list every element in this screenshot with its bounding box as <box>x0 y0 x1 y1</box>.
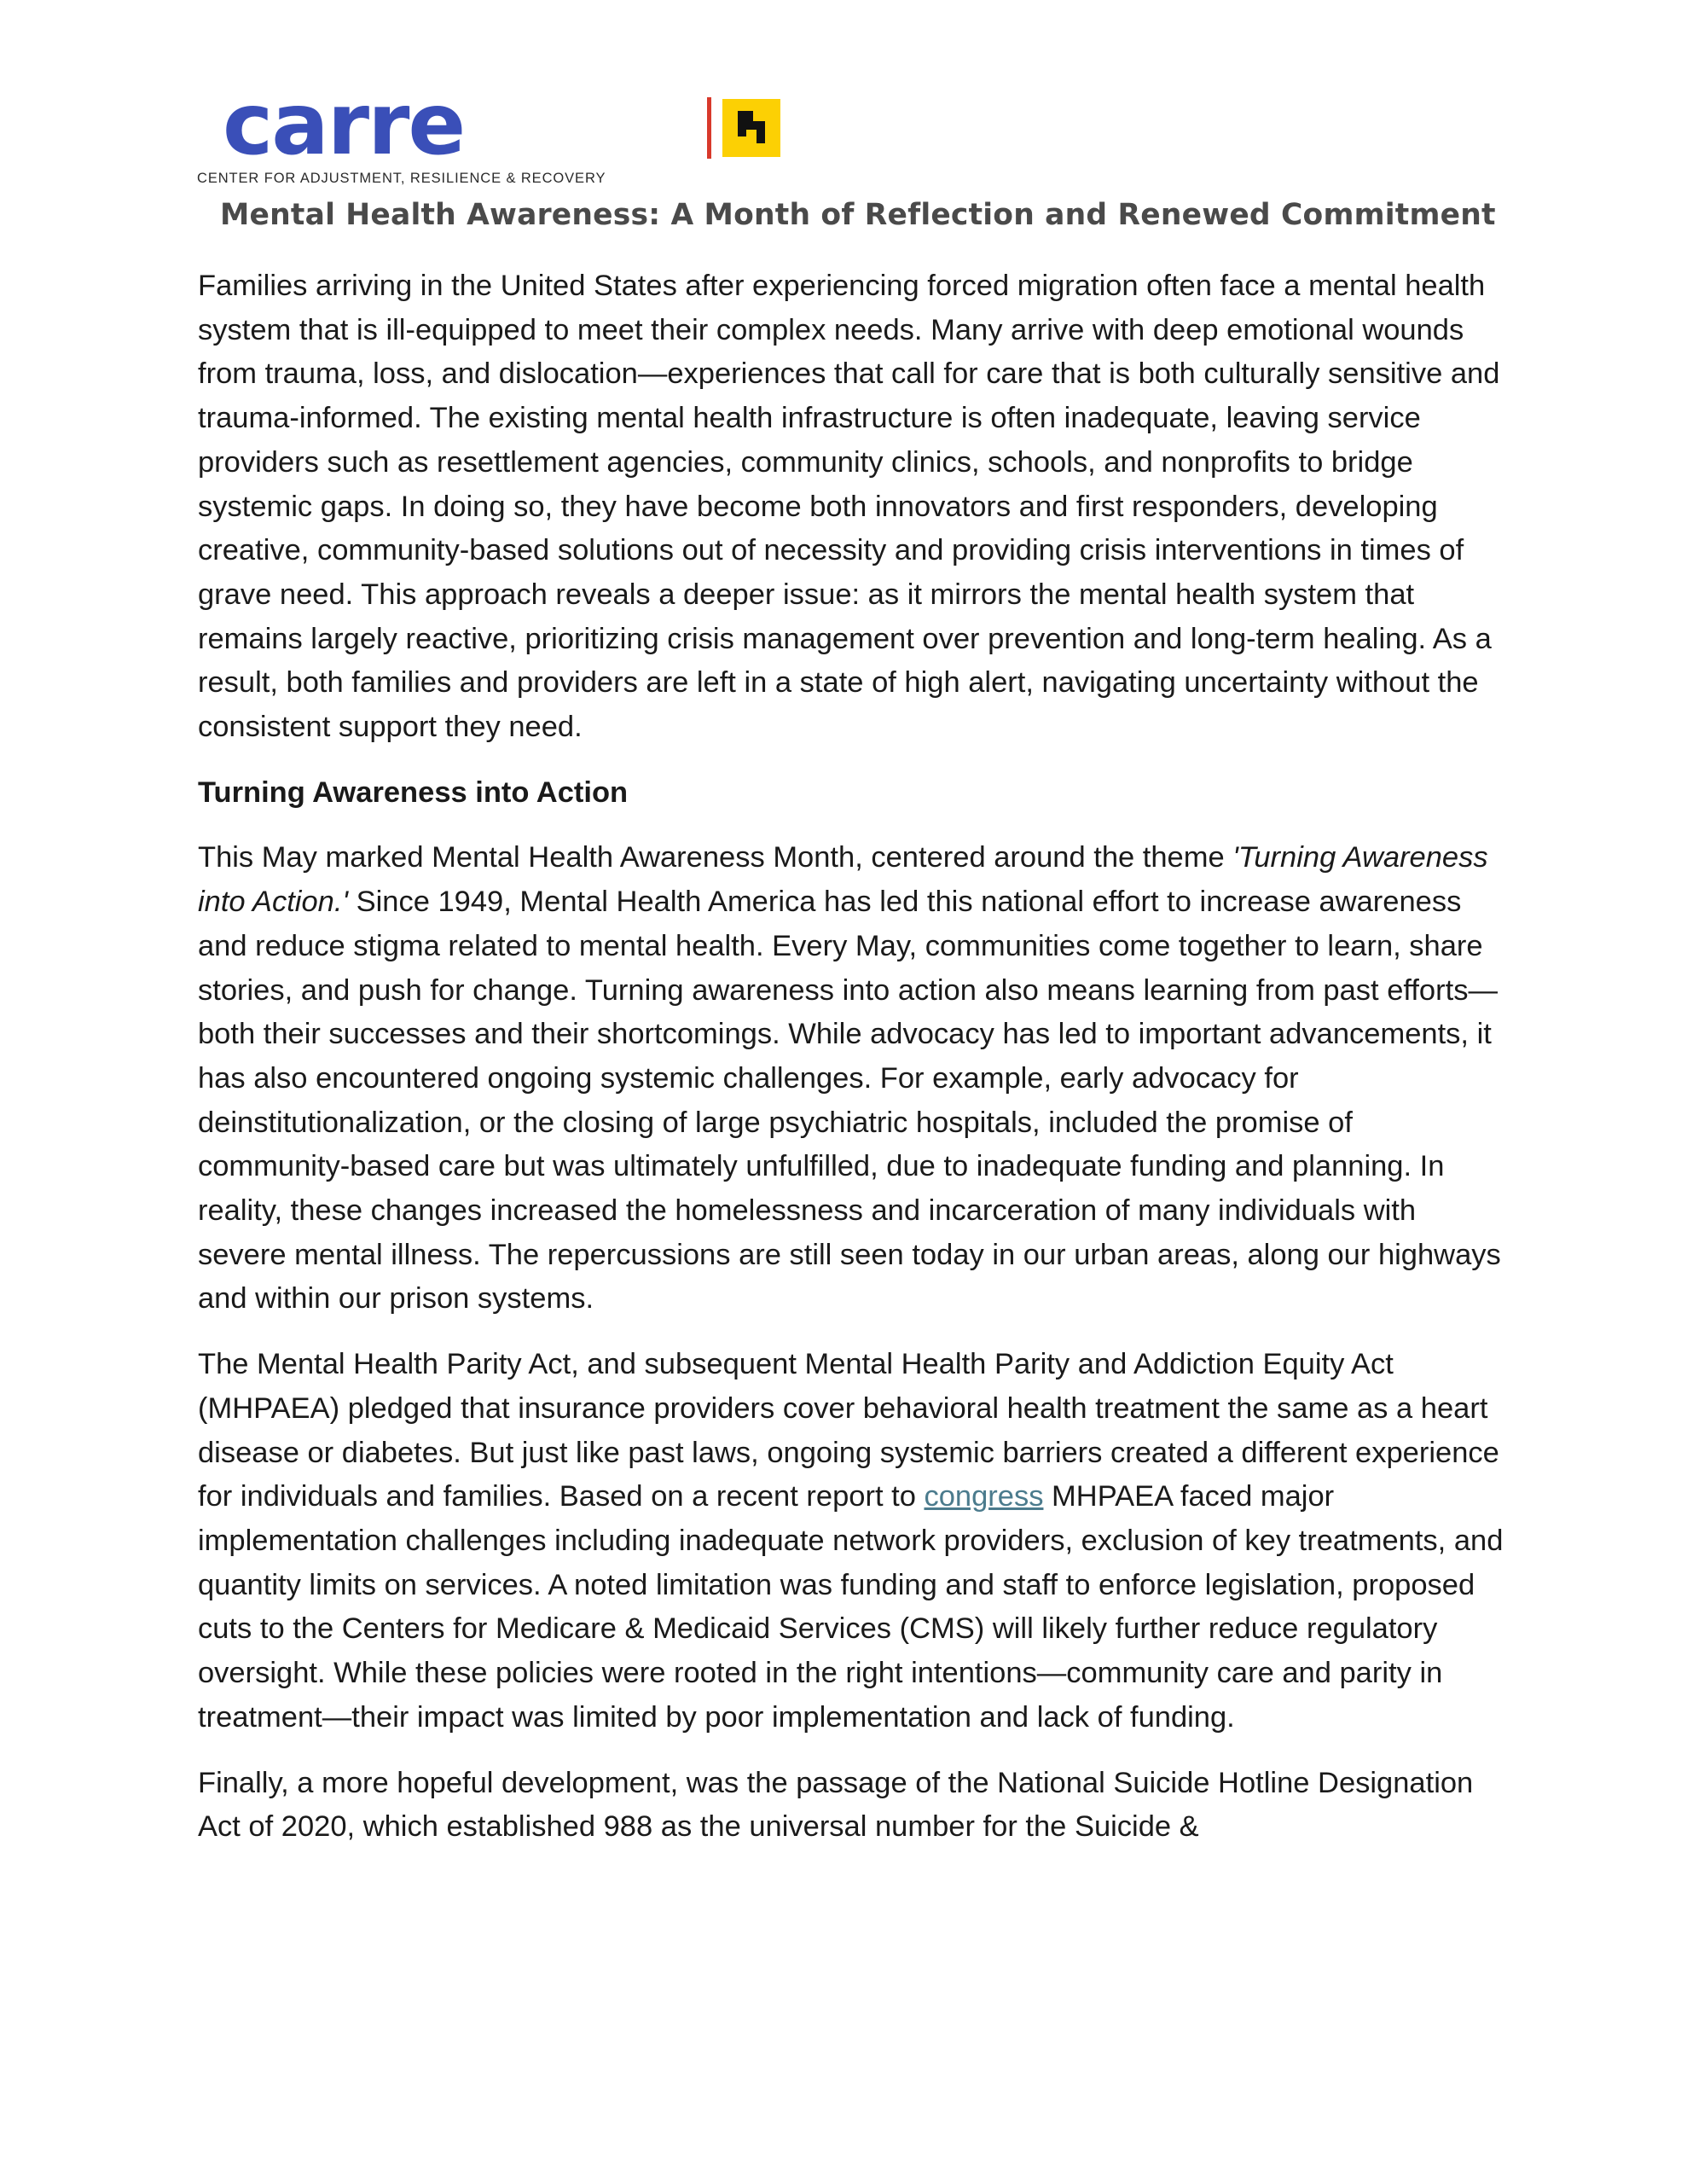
paragraph-988: Finally, a more hopeful development, was the passage of the National Suicide Hotline Designation Act of 2020, which established 988 as the universal number for the Suicide & <box>198 1766 1474 1844</box>
carre-wordmark-text: carre <box>223 94 465 160</box>
logo-divider <box>707 97 711 159</box>
theme-quote: 'Turning Awareness into Action.' <box>198 841 1488 919</box>
paragraph-intro: Families arriving in the United States after experiencing forced migration often face a mental health system that is ill-equipped to meet their complex needs. Many arrive with deep emotional wounds from trauma, loss, and dislocation—experiences that call for care that is both culturally sensitive and trauma-informed. The existing mental health infrastructure is often inadequate, leaving service providers such as resettlement agencies, community clinics, schools, and nonprofits to bridge systemic gaps. In doing so, they have become both innovators and first responders, developing creative, community-based solutions out of necessity and providing crisis interventions in times of grave need. This approach reveals a deeper issue: as it mirrors the mental health system that remains largely reactive, prioritizing crisis management over prevention and long-term healing. As a result, both families and providers are left in a state of high alert, navigating uncertainty without the consistent support they need. <box>198 270 1500 744</box>
logo-tagline: CENTER FOR ADJUSTMENT, RESILIENCE & RECOVERY <box>197 171 606 186</box>
paragraph-parity-act <box>198 1343 1511 1740</box>
paragraph-awareness-month-start: This May marked Mental Health Awareness Month, centered around the theme <box>198 841 1233 874</box>
congress-report-link[interactable]: congress <box>924 1480 1044 1513</box>
paragraph-parity-act-rest: MHPAEA faced major implementation challenges including inadequate network providers, exclusion of key treatments, and quantity limits on services. A noted limitation was funding and staff to enforce legislation, proposed cuts to the Centers for Medicare & Medicaid Services (CMS) will likely further reduce regulatory oversight. While these policies were rooted in the right intentions—community care and parity in treatment—their impact was limited by poor implementation and lack of funding. <box>198 1480 1504 1734</box>
irc-logo-icon <box>722 99 780 157</box>
carre-wordmark <box>223 94 700 160</box>
paragraph-awareness-month-rest: Since 1949, Mental Health America has led this national effort to increase awareness and reduce stigma related to mental health. Every May, communities come together to learn, share stories, and push for change. Turning awareness into action also means learning from past efforts—both their successes and their shortcomings. While advocacy has led to important advancements, it has also encountered ongoing systemic challenges. For example, early advocacy for deinstitutionalization, or the closing of large psychiatric hospitals, included the promise of community-based care but was ultimately unfulfilled, due to inadequate funding and planning. In reality, these changes increased the homelessness and incarceration of many individuals with severe mental illness. The repercussions are still seen today in our urban areas, along our highways and within our prison systems. <box>198 886 1501 1316</box>
document-title: Mental Health Awareness: A Month of Reflection and Renewed Commitment <box>220 198 1496 232</box>
paragraph-awareness-month <box>198 836 1511 1321</box>
document-body <box>198 264 1511 1871</box>
irc-arrow-icon <box>722 99 780 157</box>
paragraph-parity-act-start: The Mental Health Parity Act, and subsequent Mental Health Parity and Addiction Equity Act (MHPAEA) pledged that insurance providers cover behavioral health treatment the same as a heart disease or diabetes. But just like past laws, ongoing systemic barriers created a different experience for individuals and families. Based on a recent report to <box>198 1348 1499 1513</box>
section-heading: Turning Awareness into Action <box>198 775 629 809</box>
